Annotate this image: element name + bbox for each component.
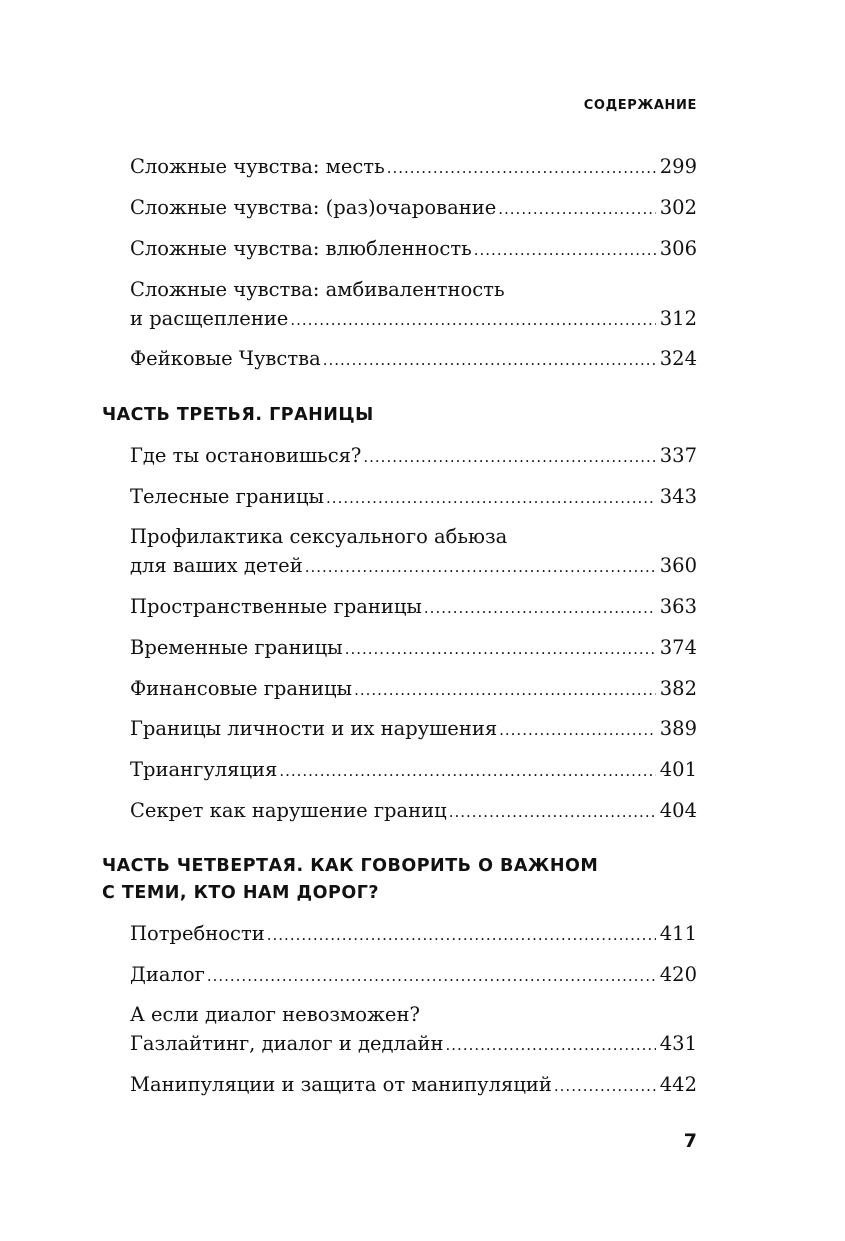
dot-leader	[354, 676, 656, 705]
page-number: 7	[683, 1130, 697, 1152]
toc-entry[interactable]	[130, 234, 697, 265]
toc-entry-title: Временные границы	[130, 636, 343, 659]
toc-entry-title: Телесные границы	[130, 485, 325, 508]
dot-leader	[305, 553, 656, 582]
toc-entry-page: 442	[659, 1073, 697, 1096]
toc-entry-page: 312	[659, 307, 697, 330]
toc-entry[interactable]	[130, 1000, 697, 1060]
toc-entry[interactable]	[130, 193, 697, 224]
toc-entry-title: Секрет как нарушение границ	[130, 799, 447, 822]
toc-entry-page: 360	[659, 554, 697, 577]
toc-entry[interactable]	[130, 482, 697, 513]
toc-entry[interactable]	[130, 633, 697, 664]
toc-entry-page: 299	[659, 155, 697, 178]
toc-entry[interactable]	[130, 152, 697, 183]
toc-entry-page: 431	[659, 1032, 697, 1055]
toc-entry-page: 343	[659, 485, 697, 508]
toc-entry[interactable]	[130, 344, 697, 375]
toc-entry-page: 382	[659, 677, 697, 700]
running-head: СОДЕРЖАНИЕ	[583, 98, 697, 113]
toc-entry[interactable]	[130, 441, 697, 472]
part-title: ЧАСТЬ ТРЕТЬЯ. ГРАНИЦЫ	[102, 405, 374, 425]
dot-leader	[499, 716, 656, 745]
toc-entry-page: 420	[659, 963, 697, 986]
toc-entry-page: 411	[659, 922, 697, 945]
dot-leader	[267, 921, 656, 950]
toc-entry[interactable]	[130, 592, 697, 623]
dot-leader	[424, 594, 656, 623]
dot-leader	[387, 154, 656, 183]
toc-entry-title: Диалог	[130, 963, 205, 986]
toc-entry-page: 374	[659, 636, 697, 659]
toc-entry-title: Потребности	[130, 922, 265, 945]
toc-entry-title: и расщепление	[130, 307, 289, 330]
toc-entry[interactable]	[130, 275, 697, 335]
toc-entry-page: 337	[659, 444, 697, 467]
toc-entry[interactable]	[130, 522, 697, 582]
toc-entry[interactable]	[130, 960, 697, 991]
toc-entry-title: Манипуляции и защита от манипуляций	[130, 1073, 552, 1096]
part-title-line1: ЧАСТЬ ЧЕТВЕРТАЯ. КАК ГОВОРИТЬ О ВАЖНОМ	[102, 856, 599, 876]
dot-leader	[345, 635, 656, 664]
toc-entry-page: 306	[659, 237, 697, 260]
dot-leader	[446, 1031, 656, 1060]
toc-entry-title: Триангуляция	[130, 758, 278, 781]
toc-entry-title: для ваших детей	[130, 554, 303, 577]
dot-leader	[498, 195, 656, 224]
dot-leader	[290, 306, 655, 335]
part-title-line2: С ТЕМИ, КТО НАМ ДОРОГ?	[102, 883, 380, 903]
toc-entry[interactable]	[130, 919, 697, 950]
toc-entry[interactable]	[130, 755, 697, 786]
part-heading[interactable]	[102, 402, 702, 429]
toc-entry[interactable]	[130, 714, 697, 745]
toc-entry-title-line1: Сложные чувства: амбивалентность	[130, 278, 505, 301]
toc-entry-page: 302	[659, 196, 697, 219]
toc-entry-page: 363	[659, 595, 697, 618]
toc-entry-title: Пространственные границы	[130, 595, 422, 618]
toc-entry-page: 324	[659, 347, 697, 370]
toc-entry-title: Сложные чувства: месть	[130, 155, 385, 178]
toc-entry-title: Фейковые Чувства	[130, 347, 321, 370]
dot-leader	[279, 757, 655, 786]
toc-entry-title: Газлайтинг, диалог и дедлайн	[130, 1032, 444, 1055]
toc-entry-title: Границы личности и их нарушения	[130, 717, 498, 740]
toc-entry-title: Сложные чувства: (раз)очарование	[130, 196, 497, 219]
toc-entry[interactable]	[130, 1070, 697, 1101]
toc-entry-page: 404	[659, 799, 697, 822]
dot-leader	[207, 962, 656, 991]
dot-leader	[326, 484, 656, 513]
toc-entry-page: 401	[659, 758, 697, 781]
toc-entry-title-line1: А если диалог невозможен?	[130, 1003, 420, 1026]
toc-entry[interactable]	[130, 796, 697, 827]
toc-entry[interactable]	[130, 674, 697, 705]
toc-entry-title: Финансовые границы	[130, 677, 353, 700]
dot-leader	[554, 1072, 656, 1101]
dot-leader	[449, 798, 656, 827]
toc-entry-title-line1: Профилактика сексуального абьюза	[130, 525, 508, 548]
dot-leader	[474, 236, 656, 265]
toc-entry-title: Сложные чувства: влюбленность	[130, 237, 472, 260]
dot-leader	[323, 346, 656, 375]
toc-entry-title: Где ты остановишься?	[130, 444, 362, 467]
part-heading[interactable]	[102, 853, 702, 907]
dot-leader	[363, 443, 655, 472]
toc-entry-page: 389	[659, 717, 697, 740]
